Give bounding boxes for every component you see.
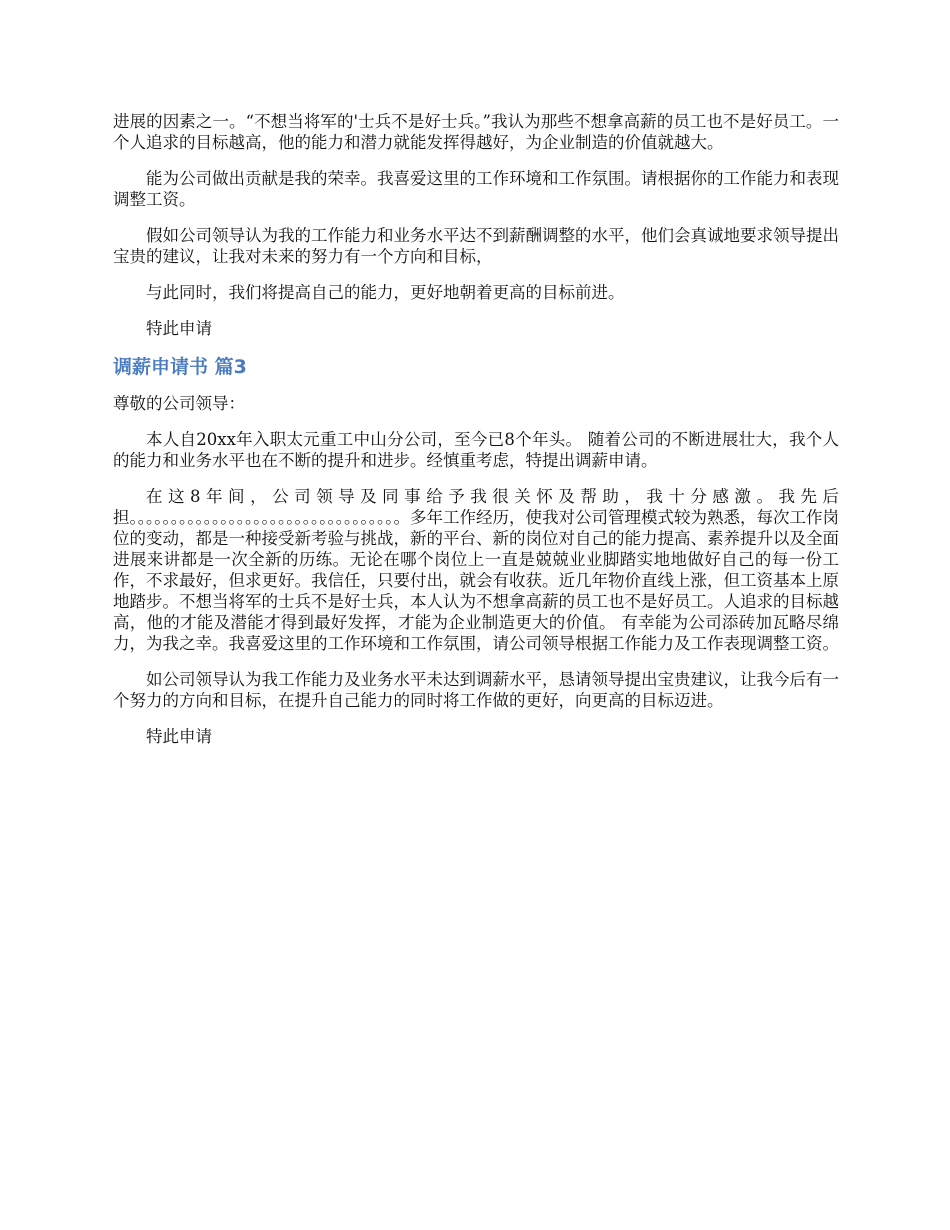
body-paragraph-1: 本人自20xx年入职太元重工中山分公司，至今已8个年头。 随着公司的不断进展壮大，我个人的能力和业务水平也在不断的提升和进步。经慎重考虑，特提出调薪申请。 bbox=[113, 430, 839, 470]
body-paragraph-3: 如公司领导认为我工作能力及业务水平未达到调薪水平，恳请领导提出宝贵建议，让我今后有一个努力的方向和目标，在提升自己能力的同时将工作做的更好，向更高的目标迈进。 bbox=[113, 670, 839, 710]
intro-closing: 特此申请 bbox=[146, 319, 212, 338]
intro-paragraph-1: 进展的因素之一。“不想当将军的'士兵不是好士兵。”我认为那些不想拿高薪的员工也不是好员工。一个人追求的目标越高，他的能力和潜力就能发挥得越好，为企业制造的价值就越大。 bbox=[113, 112, 839, 152]
intro-paragraph-3: 假如公司领导认为我的工作能力和业务水平达不到薪酬调整的水平，他们会真诚地要求领导提出宝贵的建议，让我对未来的努力有一个方向和目标， bbox=[113, 226, 839, 266]
document-body bbox=[113, 111, 839, 762]
body-closing: 特此申请 bbox=[146, 727, 212, 746]
intro-paragraph-2: 能为公司做出贡献是我的荣幸。我喜爱这里的工作环境和工作氛围。请根据你的工作能力和表现调整工资。 bbox=[113, 169, 839, 209]
intro-paragraph-4: 与此同时，我们将提高自己的能力，更好地朝着更高的目标前进。 bbox=[146, 283, 625, 302]
body-paragraph-2: 在这8年间，公司领导及同事给予我很关怀及帮助，我十分感激。我先后担。。。。。。。。。。。。。。。。。。。。。。。。。。。。。。。。。多年工作经历，使我对公司管理模式较为熟悉，每次工作岗位的变动，都是一种接受新考验与挑战，新的平台、新的岗位对自己的能力提高、素养提升以及全面进展来讲都是一次全新的历练。无论在哪个岗位上一直是兢兢业业脚踏实地地做好自己的每一份工作，不求最好，但求更好。我信任，只要付出，就会有收获。近几年物价直线上涨，但工资基本上原地踏步。不想当将军的士兵不是好士兵，本人认为不想拿高薪的员工也不是好员工。人追求的目标越高，他的才能及潜能才得到最好发挥，才能为企业制造更大的价值。 有幸能为公司添砖加瓦略尽绵力，为我之幸。我喜爱这里的工作环境和工作氛围，请公司领导根据工作能力及工作表现调整工资。 bbox=[113, 487, 839, 653]
section-title: 调薪申请书 篇3 bbox=[113, 356, 247, 378]
salutation: 尊敬的公司领导： bbox=[113, 394, 245, 413]
